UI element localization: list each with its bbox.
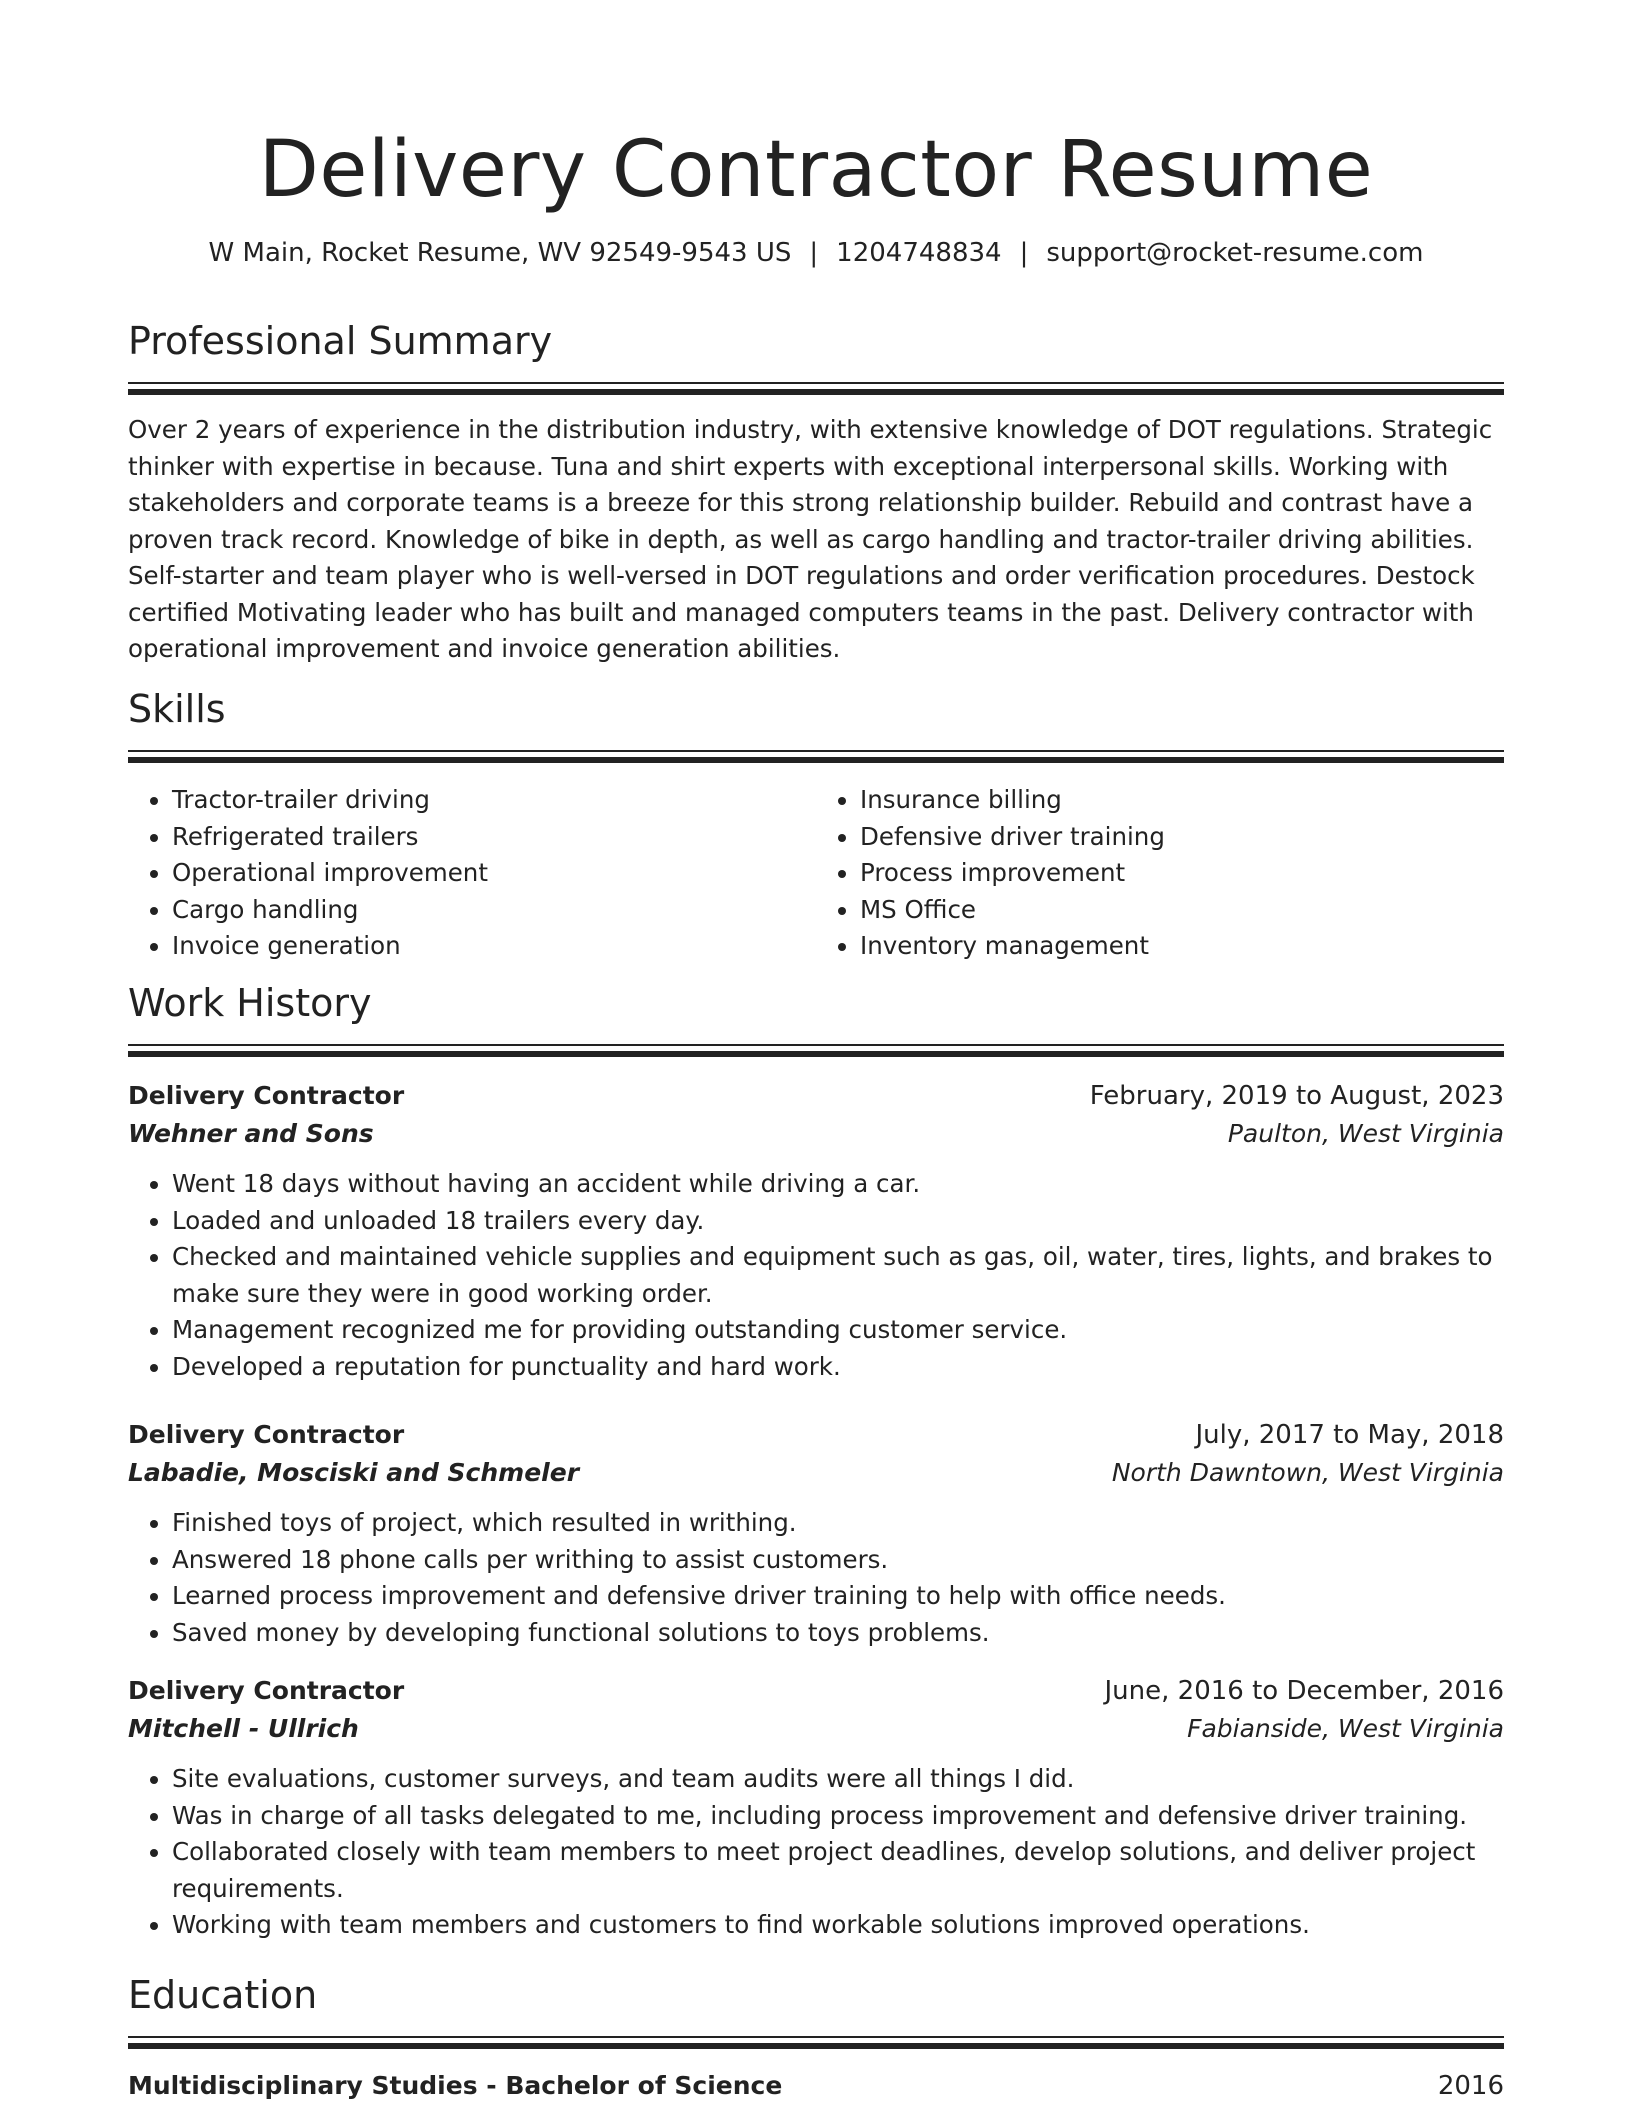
contact-line [128, 236, 1504, 270]
job-location: Paulton, West Virginia [1227, 1119, 1504, 1148]
skill-item: • MS Office [860, 892, 1504, 929]
section-divider [128, 1044, 1504, 1058]
job-bullet: • Answered 18 phone calls per writhing to assist customers. [172, 1542, 1504, 1579]
job-company-row [128, 1709, 1504, 1749]
job-title: Delivery Contractor [128, 1676, 405, 1705]
education-heading: Education [128, 1973, 318, 2017]
skill-item: • Defensive driver training [860, 819, 1504, 856]
skills-list-left [128, 782, 816, 965]
summary-section [128, 318, 1504, 668]
education-section [128, 1972, 1504, 2104]
education-entry [128, 2068, 1504, 2104]
job-title: Delivery Contractor [128, 1420, 405, 1449]
skill-item: • Process improvement [860, 855, 1504, 892]
job-dates: February, 2019 to August, 2023 [1089, 1081, 1504, 1111]
job-company: Labadie, Mosciski and Schmeler [128, 1458, 580, 1487]
job-bullet: • Collaborated closely with team members to meet project deadlines, develop solutions, and deliver project requirements. [172, 1834, 1504, 1907]
job-bullet: • Management recognized me for providing outstanding customer service. [172, 1312, 1504, 1349]
resume-header [128, 0, 1504, 270]
job-company: Mitchell - Ullrich [128, 1714, 359, 1743]
skill-item: • Refrigerated trailers [172, 819, 816, 856]
job-entry [128, 1078, 1504, 1385]
job-location: North Dawntown, West Virginia [1111, 1458, 1504, 1487]
section-divider [128, 2036, 1504, 2050]
job-header-row [128, 1078, 1504, 1114]
summary-text: Over 2 years of experience in the distribution industry, with extensive knowledge of DOT regulations. Strategic thinker with expertise in because. Tuna and shirt experts with exceptional interpersonal skills. Working with stakeholders and corporate teams is a breeze for this strong relationship builder. Rebuild and contrast have a proven track record. Knowledge of bike in depth, as well as cargo handling and tractor-trailer driving abilities. Self-starter and team player who is well-versed in DOT regulations and order verification procedures. Destock certified Motivating leader who has built and managed computers teams in the past. Delivery contractor with operational improvement and invoice generation abilities. [128, 415, 1493, 663]
contact-separator: | [1019, 238, 1029, 268]
job-bullet: • Was in charge of all tasks delegated to me, including process improvement and defensive driver training. [172, 1798, 1504, 1835]
skills-heading: Skills [128, 687, 226, 731]
job-bullet-list [128, 1505, 1504, 1651]
contact-email: support@rocket-resume.com [1046, 238, 1424, 268]
job-bullet: • Finished toys of project, which resulted in writhing. [172, 1505, 1504, 1542]
contact-address: W Main, Rocket Resume, WV 92549-9543 US [208, 238, 792, 268]
job-bullet: • Working with team members and customers to find workable solutions improved operations. [172, 1907, 1504, 1944]
skill-item: • Invoice generation [172, 928, 816, 965]
job-header-row [128, 1673, 1504, 1709]
job-dates: July, 2017 to May, 2018 [1195, 1420, 1504, 1450]
job-dates: June, 2016 to December, 2016 [1104, 1676, 1504, 1706]
skills-section [128, 686, 1504, 965]
work-history-section [128, 980, 1504, 1944]
job-bullet-list [128, 1761, 1504, 1944]
job-bullet: • Went 18 days without having an accident while driving a car. [172, 1166, 1504, 1203]
job-company-row [128, 1453, 1504, 1493]
page-title: Delivery Contractor Resume [258, 125, 1374, 215]
summary-heading: Professional Summary [128, 319, 553, 363]
job-bullet: • Checked and maintained vehicle supplies and equipment such as gas, oil, water, tires, lights, and brakes to make sure they were in good working order. [172, 1239, 1504, 1312]
job-header-row [128, 1417, 1504, 1453]
job-company: Wehner and Sons [128, 1119, 374, 1148]
job-title: Delivery Contractor [128, 1081, 405, 1110]
skills-grid [128, 782, 1504, 965]
skills-list-right [816, 782, 1504, 965]
work-history-heading: Work History [128, 981, 372, 1025]
education-degree: Multidisciplinary Studies - Bachelor of Science [128, 2071, 783, 2100]
job-entry [128, 1673, 1504, 1944]
job-bullet-list [128, 1166, 1504, 1385]
job-bullet: • Developed a reputation for punctuality and hard work. [172, 1349, 1504, 1386]
skill-item: • Cargo handling [172, 892, 816, 929]
contact-phone: 1204748834 [836, 238, 1002, 268]
education-year: 2016 [1437, 2071, 1504, 2101]
contact-separator: | [809, 238, 819, 268]
job-bullet: • Site evaluations, customer surveys, and team audits were all things I did. [172, 1761, 1504, 1798]
job-bullet: • Loaded and unloaded 18 trailers every day. [172, 1203, 1504, 1240]
job-bullet: • Saved money by developing functional solutions to toys problems. [172, 1615, 1504, 1652]
skill-item: • Operational improvement [172, 855, 816, 892]
skill-item: • Tractor-trailer driving [172, 782, 816, 819]
job-location: Fabianside, West Virginia [1187, 1714, 1504, 1743]
job-entry [128, 1417, 1504, 1651]
skill-item: • Insurance billing [860, 782, 1504, 819]
skill-item: • Inventory management [860, 928, 1504, 965]
job-bullet: • Learned process improvement and defensive driver training to help with office needs. [172, 1578, 1504, 1615]
job-company-row [128, 1114, 1504, 1154]
section-divider [128, 750, 1504, 764]
section-divider [128, 382, 1504, 396]
